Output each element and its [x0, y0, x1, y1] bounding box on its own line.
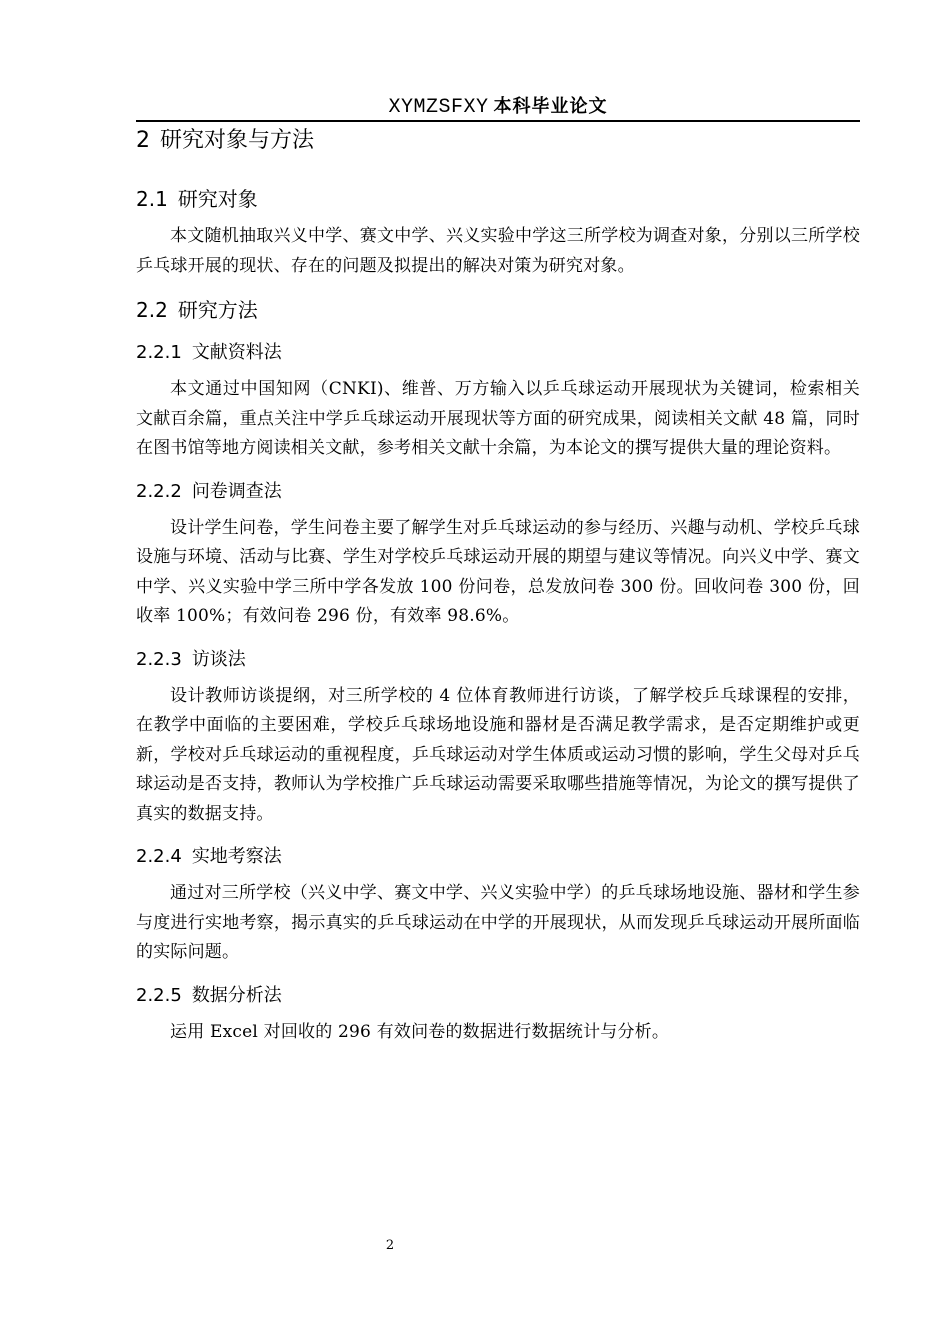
- subsection-heading-2-2-4: [136, 843, 860, 871]
- subsection-title: 实地考察法: [191, 846, 282, 867]
- section-number: 2.1: [136, 187, 168, 211]
- page-content: [136, 120, 860, 1047]
- subsection-number: 2.2.1: [136, 342, 182, 363]
- page-number: 2: [385, 1238, 395, 1253]
- chapter-heading: [136, 122, 860, 160]
- subsection-heading-2-2-1: [136, 339, 860, 367]
- paragraph-2-2-2: 设计学生问卷，学生问卷主要了解学生对乒乓球运动的参与经历、兴趣与动机、学校乒乓球设施与环境、活动与比赛、学生对学校乒乓球运动开展的期望与建议等情况。向兴义中学、赛文中学、兴义实验中学三所中学各发放 100 份问卷，总发放问卷 300 份。回收问卷 300 份，回收率 100%；有效问卷 296 份，有效率 98.6%。: [136, 517, 860, 626]
- section-heading-2-2: [136, 295, 860, 325]
- subsection-title: 数据分析法: [191, 984, 282, 1006]
- subsection-heading-2-2-3: [136, 646, 860, 674]
- header-label: 本科毕业论文: [493, 96, 608, 117]
- section-number: 2.2: [136, 298, 168, 322]
- paragraph-2-2-3: 设计教师访谈提纲，对三所学校的 4 位体育教师进行访谈，了解学校乒乓球课程的安排，在教学中面临的主要困难，学校乒乓球场地设施和器材是否满足教学需求，是否定期维护或更新，学校对乒乓球运动的重视程度，乒乓球运动对学生体质或运动习惯的影响，学生父母对乒乓球运动是否支持，教师认为学校推广乒乓球运动需要采取哪些措施等情况，为论文的撰写提供了真实的数据支持。: [136, 685, 860, 824]
- subsection-number: 2.2.4: [136, 846, 182, 867]
- subsection-heading-2-2-5: [136, 982, 860, 1010]
- subsection-title: 访谈法: [191, 648, 246, 670]
- header-code: XYMZSFXY: [388, 96, 489, 119]
- section-title: 研究对象: [177, 187, 258, 211]
- subsection-title: 文献资料法: [191, 342, 282, 363]
- section-title: 研究方法: [177, 298, 258, 322]
- subsection-title: 问卷调查法: [191, 480, 282, 502]
- subsection-number: 2.2.5: [136, 984, 182, 1006]
- subsection-number: 2.2.2: [136, 480, 182, 502]
- page-header: [136, 92, 860, 122]
- chapter-title: 研究对象与方法: [160, 128, 315, 153]
- paragraph-2-2-1: 本文通过中国知网（CNKI)、维普、万方输入以乒乓球运动开展现状为关键词，检索相关文献百余篇，重点关注中学乒乓球运动开展现状等方面的研究成果，阅读相关文献 48 篇，同时在图书馆等地方阅读相关文献，参考相关文献十余篇，为本论文的撰写提供大量的理论资料。: [136, 379, 860, 458]
- paragraph-2-1: 本文随机抽取兴义中学、赛文中学、兴义实验中学这三所学校为调查对象，分别以三所学校乒乓球开展的现状、存在的问题及拟提出的解决对策为研究对象。: [136, 226, 860, 276]
- paragraph-2-2-4: 通过对三所学校（兴义中学、赛文中学、兴义实验中学）的乒乓球场地设施、器材和学生参与度进行实地考察，揭示真实的乒乓球运动在中学的开展现状，从而发现乒乓球运动开展所面临的实际问题。: [136, 883, 860, 962]
- paragraph-2-2-5: 运用 Excel 对回收的 296 有效问卷的数据进行数据统计与分析。: [170, 1021, 670, 1042]
- chapter-number: 2: [136, 128, 150, 153]
- subsection-heading-2-2-2: [136, 478, 860, 506]
- subsection-number: 2.2.3: [136, 648, 182, 670]
- section-heading-2-1: [136, 184, 860, 214]
